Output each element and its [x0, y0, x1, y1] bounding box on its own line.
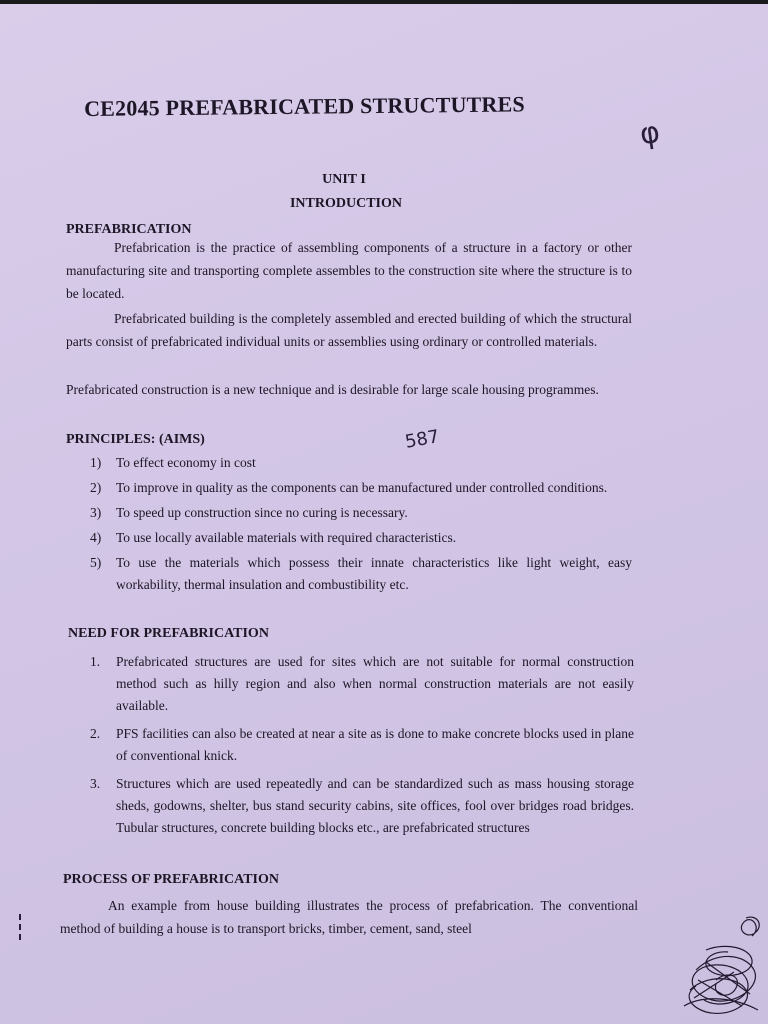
list-item — [90, 477, 632, 499]
handwritten-number: 587 — [403, 426, 441, 453]
prefabrication-paragraph-3: Prefabricated construction is a new technique and is desirable for large scale housing programmes. — [66, 382, 599, 397]
list-number: 3) — [90, 505, 102, 520]
list-number: 5) — [90, 555, 102, 570]
prefabrication-paragraph-2: Prefabricated building is the completely assembled and erected building of which the structural parts consist of prefabricated individual units or assemblies using ordinary or controlled materials. — [66, 311, 632, 349]
list-item — [90, 452, 632, 474]
need-heading: NEED FOR PREFABRICATION — [68, 626, 269, 641]
list-number: 1) — [90, 455, 102, 470]
list-text: Structures which are used repeatedly and can be standardized such as mass housing storage sheds, godowns, shelter, bus stand security cabins, site offices, fool over bridges road bridges. Tubular structures, concrete building blocks etc., are prefabricated structures — [116, 776, 634, 835]
list-item — [90, 651, 634, 717]
list-item — [90, 527, 632, 549]
prefabrication-paragraph-1: Prefabrication is the practice of assembling components of a structure in a factory or other manufacturing site and transporting complete assembles to the construction site where the structure is to be located. — [66, 240, 632, 301]
list-number: 4) — [90, 530, 102, 545]
prefabrication-heading: PREFABRICATION — [66, 222, 192, 237]
list-text: To speed up construction since no curing is necessary. — [116, 505, 408, 520]
signature-scribble — [676, 910, 768, 1022]
process-heading: PROCESS OF PREFABRICATION — [63, 872, 279, 887]
list-text: To improve in quality as the components can be manufactured under controlled conditions. — [116, 480, 608, 495]
process-paragraph-1: An example from house building illustrates the process of prefabrication. The conventional method of building a house is to transport bricks, timber, cement, sand, steel — [60, 898, 638, 936]
list-item — [90, 502, 632, 524]
document-title: CE2045 PREFABRICATED STRUCTUTRES — [84, 91, 526, 121]
list-text: Prefabricated structures are used for sites which are not suitable for normal construction method such as hilly region and also when normal construction materials are not easily available. — [116, 654, 634, 713]
principles-list — [90, 452, 632, 599]
unit-title: INTRODUCTION — [289, 196, 402, 211]
handwritten-mark: φ — [637, 114, 663, 153]
list-text: PFS facilities can also be created at near a site as is done to make concrete blocks used in plane of conventional knick. — [116, 726, 634, 763]
list-text: To use locally available materials with required characteristics. — [116, 530, 457, 545]
list-item — [90, 773, 634, 839]
document-page — [0, 4, 768, 1024]
need-list — [90, 651, 634, 845]
list-number: 1. — [90, 654, 101, 669]
principles-heading: PRINCIPLES: (AIMS) — [66, 432, 205, 447]
list-number: 2) — [90, 480, 102, 495]
list-text: To effect economy in cost — [116, 455, 256, 470]
list-item — [90, 552, 632, 596]
margin-mark — [18, 914, 22, 948]
unit-label: UNIT I — [322, 172, 366, 187]
list-text: To use the materials which possess their innate characteristics like light weight, easy workability, thermal insulation and combustibility etc. — [116, 555, 632, 592]
list-number: 2. — [90, 726, 101, 741]
list-item — [90, 723, 634, 767]
list-number: 3. — [90, 776, 101, 791]
